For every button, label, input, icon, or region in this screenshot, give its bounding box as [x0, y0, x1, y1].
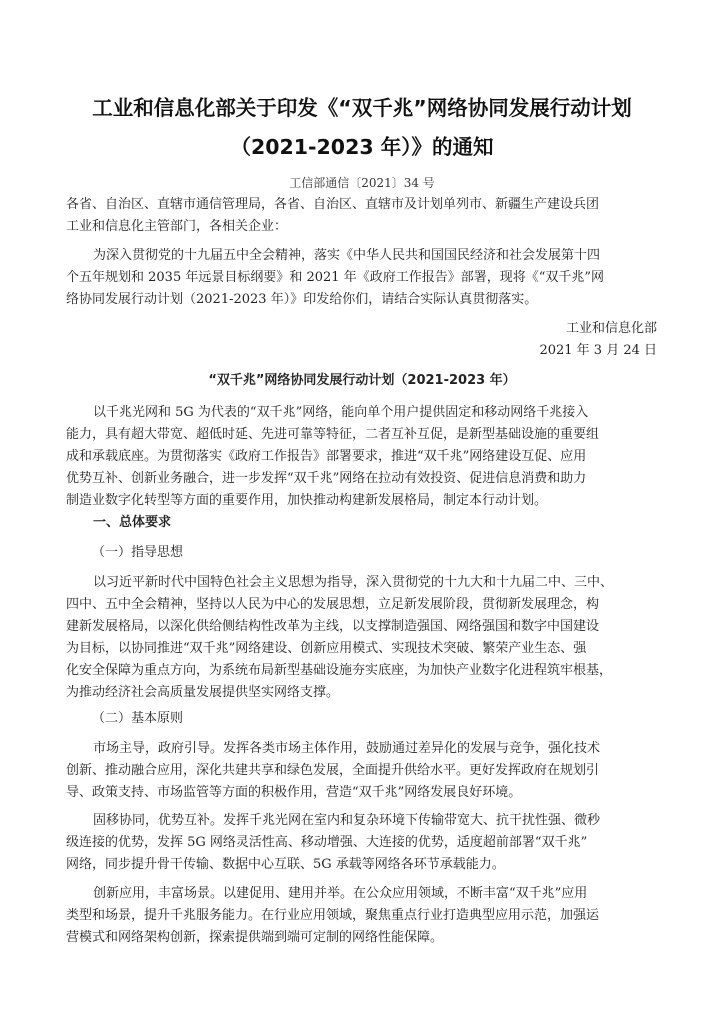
notice-body-line: 为深入贯彻党的十九届五中全会精神，落实《中华人民共和国国民经济和社会发展第十四 [93, 248, 601, 263]
principle-line: 导、政策支持、市场监管等方面的积极作用，营造“双千兆”网络发展良好环境。 [66, 785, 522, 800]
plan-title: “双千兆”网络协同发展行动计划（2021-2023 年） [208, 373, 516, 388]
intro-line: 制造业数字化转型等方面的重要作用，加快推动构建新发展格局，制定本行动计划。 [66, 493, 548, 508]
intro-line: 以千兆光网和 5G 为代表的“双千兆”网络，能向单个用户提供固定和移动网络千兆接入 [93, 405, 589, 420]
document-number: 工信部通信〔2021〕34 号 [289, 176, 435, 190]
intro-line: 能力，具有超大带宽、超低时延、先进可靠等特征，二者互补互促，是新型基础设施的重要组 [66, 427, 600, 442]
principle-line: 网络，同步提升骨干传输、数据中心互联、5G 承载等网络各环节承载能力。 [66, 857, 505, 872]
subsection-heading: （一）指导思想 [92, 545, 184, 560]
principle-line: 类型和场景，提升千兆服务能力。在行业应用领域，聚焦重点行业打造典型应用示范，加强运 [66, 908, 600, 923]
guiding-line: 以习近平新时代中国特色社会主义思想为指导，深入贯彻党的十九大和十九届二中、三中、 [93, 575, 614, 590]
addressee-line: 工业和信息化主管部门，各相关企业： [66, 219, 288, 234]
principle-line: 创新应用，丰富场景。以建促用、建用并举。在公众应用领域，不断丰富“双千兆”应用 [93, 886, 588, 901]
notice-body-line: 络协同发展行动计划（2021-2023 年）》印发给你们，请结合实际认真贯彻落实。 [66, 292, 538, 307]
guiding-line: 为目标，以协同推进“双千兆”网络建设、创新应用模式、实现技术突破、繁荣产业生态、强 [66, 641, 587, 656]
principle-line: 营模式和网络架构创新，探索提供端到端可定制的网络性能保障。 [66, 930, 444, 945]
principle-line: 创新、推动融合应用，深化共建共享和绿色发展，全面提升供给水平。更好发挥政府在规划引 [66, 763, 600, 778]
guiding-line: 为推动经济社会高质量发展提供坚实网络支撑。 [66, 685, 340, 700]
guiding-line: 建新发展格局，以深化供给侧结构性改革为主线，以支撑制造强国、网络强国和数字中国建设 [66, 619, 600, 634]
section-heading: 一、总体要求 [93, 515, 172, 530]
addressee-line: 各省、自治区、直辖市通信管理局，各省、自治区、直辖市及计划单列市、新疆生产建设兵团 [66, 197, 600, 212]
subsection-heading: （二）基本原则 [92, 711, 184, 726]
principle-line: 固移协同，优势互补。发挥千兆光网在室内和复杂环境下传输带宽大、抗干扰性强、微秒 [93, 813, 601, 828]
guiding-line: 四中、五中全会精神，坚持以人民为中心的发展思想，立足新发展阶段，贯彻新发展理念，构 [66, 597, 600, 612]
notice-title-line1: 工业和信息化部关于印发《“双千兆”网络协同发展行动计划 [92, 96, 632, 120]
guiding-line: 化安全保障为重点方向，为系统布局新型基础设施夯实底座，为加快产业数字化进程筑牢根基， [66, 663, 613, 678]
signature-org: 工业和信息化部 [565, 321, 657, 336]
intro-line: 成和承载底座。为贯彻落实《政府工作报告》部署要求，推进“双千兆”网络建设互促、应用 [66, 449, 587, 464]
intro-line: 优势互补、创新业务融合，进一步发挥“双千兆”网络在拉动有效投资、促进信息消费和助力 [66, 471, 587, 486]
notice-body-line: 个五年规划和 2035 年远景目标纲要》和 2021 年《政府工作报告》部署，现将《“双千兆”网 [66, 270, 604, 285]
principle-line: 市场主导，政府引导。发挥各类市场主体作用，鼓励通过差异化的发展与竞争，强化技术 [93, 741, 601, 756]
signature-date: 2021 年 3 月 24 日 [539, 343, 657, 358]
notice-title-line2: （2021-2023 年）》的通知 [230, 135, 494, 159]
principle-line: 级连接的优势，发挥 5G 网络灵活性高、移动增强、大连接的优势，适度超前部署“双千兆” [66, 835, 588, 850]
